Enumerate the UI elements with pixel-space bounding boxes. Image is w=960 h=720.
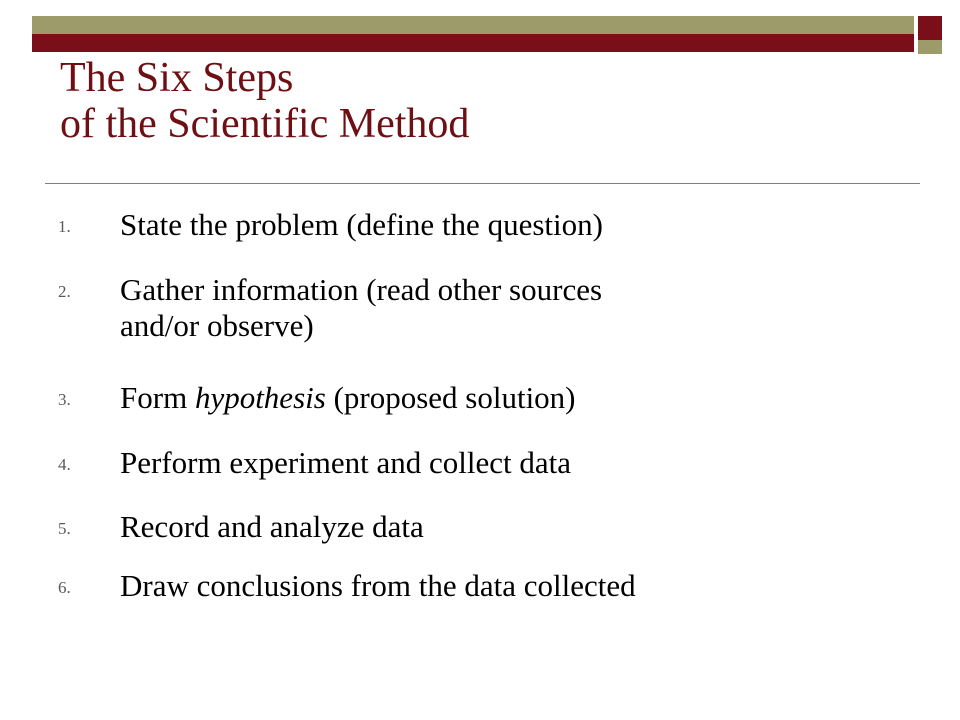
step-text-line-1: Gather information (read other sources: [120, 272, 603, 307]
step-text-line-2: and/or observe): [120, 308, 314, 343]
step-number: 5.: [58, 519, 71, 538]
step-number: 3.: [58, 390, 71, 409]
step-text-suffix: (proposed solution): [325, 380, 576, 415]
step-text: [120, 272, 860, 344]
step-number: 1.: [58, 217, 71, 236]
step-number: 6.: [58, 578, 71, 597]
step-number: 4.: [58, 455, 71, 474]
step-text: Record and analyze data: [120, 509, 424, 544]
step-text-emphasis: hypothesis: [194, 380, 326, 415]
step-text: Draw conclusions from the data collected: [120, 568, 636, 603]
slide-title-line-2: of the Scientific Method: [60, 101, 470, 147]
header-bar-olive: [32, 16, 914, 34]
slide-title: [60, 55, 920, 147]
step-number: 2.: [58, 282, 71, 301]
step-text: State the problem (define the question): [120, 207, 603, 242]
title-divider: [45, 183, 920, 184]
corner-square-olive: [918, 40, 942, 54]
step-text-prefix: Form: [120, 380, 195, 415]
header-bar-maroon: [32, 34, 914, 52]
slide-title-line-1: The Six Steps: [60, 55, 294, 101]
step-text: [120, 380, 860, 416]
step-text: Perform experiment and collect data: [120, 445, 572, 480]
corner-square-maroon: [918, 16, 942, 40]
